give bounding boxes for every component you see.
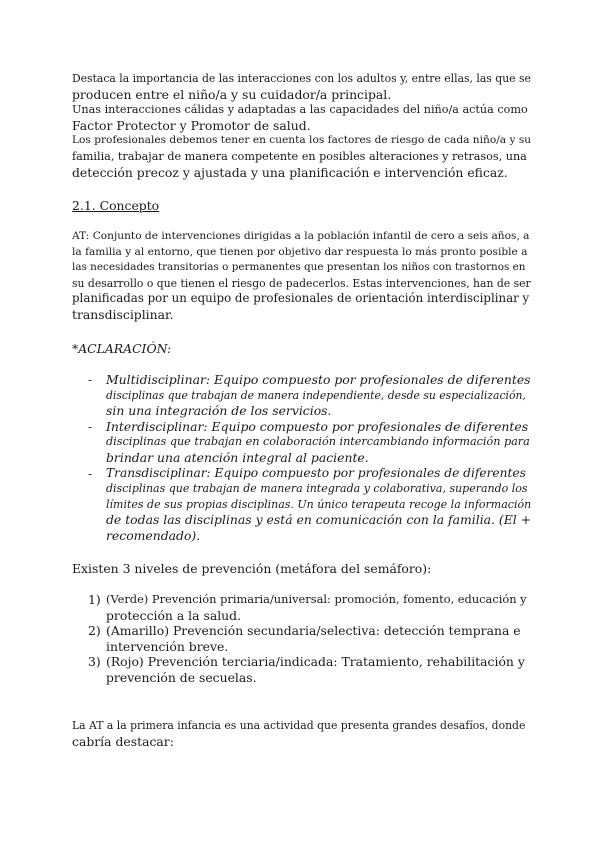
list-item bbox=[72, 419, 532, 466]
section-heading: 2.1. Concepto bbox=[72, 198, 160, 213]
text-line: planificadas por un equipo de profesionales de orientación interdisciplinar y bbox=[72, 291, 530, 306]
text-line: Los profesionales debemos tener en cuenta los factores de riesgo de cada niño/a y su bbox=[72, 134, 532, 147]
text-line: recomendado). bbox=[106, 527, 201, 543]
text-line: transdisciplinar. bbox=[72, 306, 174, 322]
bullet-marker: - bbox=[88, 418, 93, 434]
text-line: de todas las disciplinas y está en comunicación con la familia. (El + bbox=[106, 512, 532, 528]
text-line: Factor Protector y Promotor de salud. bbox=[72, 117, 311, 133]
text-line: (Amarillo) Prevención secundaria/selectiva: detección temprana e bbox=[106, 623, 521, 639]
list-item bbox=[72, 372, 532, 419]
text-line: Multidisciplinar: Equipo compuesto por profesionales de diferentes bbox=[106, 372, 531, 387]
text-line: prevención de secuelas. bbox=[106, 669, 257, 685]
list-item bbox=[72, 466, 532, 544]
clarification-title-block bbox=[72, 341, 532, 357]
text-line: disciplinas que trabajan de manera independiente, desde su especialización, bbox=[106, 388, 526, 402]
text-line: la familia y al entorno, que tienen por objetivo dar respuesta lo más pronto posible a bbox=[72, 245, 528, 258]
text-line: familia, trabajar de manera competente en posibles alteraciones y retrasos, una bbox=[72, 149, 527, 163]
prevention-intro-block bbox=[72, 561, 532, 577]
clarification-list bbox=[72, 372, 532, 544]
list-item bbox=[72, 623, 532, 654]
text-line: detección precoz y ajustada y una planificación e intervención eficaz. bbox=[72, 164, 508, 180]
text-line: La AT a la primera infancia es una actividad que presenta grandes desafíos, donde bbox=[72, 719, 526, 732]
closing-paragraph bbox=[72, 718, 532, 749]
prevention-intro: Existen 3 niveles de prevención (metáfora del semáforo): bbox=[72, 561, 432, 576]
text-line: cabría destacar: bbox=[72, 733, 174, 749]
text-line: límites de sus propias disciplinas. Un único terapeuta recoge la información bbox=[106, 497, 532, 511]
text-line: intervención breve. bbox=[106, 638, 229, 654]
bullet-marker: - bbox=[88, 372, 93, 387]
text-line: disciplinas que trabajan de manera integrada y colaborativa, superando los bbox=[106, 482, 528, 496]
text-line: Unas interacciones cálidas y adaptadas a las capacidades del niño/a actúa como bbox=[72, 103, 528, 117]
bullet-marker: - bbox=[88, 465, 93, 481]
section-heading-block bbox=[72, 198, 532, 214]
text-line: su desarrollo o que tienen el riesgo de padecerlos. Estas intervenciones, han de ser bbox=[72, 276, 531, 290]
text-line: disciplinas que trabajan en colaboración intercambiando información para bbox=[106, 435, 530, 449]
clarification-title: *ACLARACIÓN: bbox=[72, 341, 172, 356]
text-line: AT: Conjunto de intervenciones dirigidas a la población infantil de cero a seis años, a bbox=[72, 230, 530, 242]
text-line: las necesidades transitorias o permanentes que presentan los niños con trastornos en bbox=[72, 261, 526, 274]
text-line: producen entre el niño/a y su cuidador/a principal. bbox=[72, 86, 392, 102]
text-line: Interdisciplinar: Equipo compuesto por profesionales de diferentes bbox=[106, 418, 529, 434]
list-number: 3) bbox=[88, 654, 101, 670]
list-item bbox=[72, 654, 532, 685]
text-line: brindar una atención integral al paciente. bbox=[106, 449, 369, 465]
definition-paragraph bbox=[72, 229, 532, 323]
text-line: Transdisciplinar: Equipo compuesto por profesionales de diferentes bbox=[106, 465, 526, 480]
text-line: (Verde) Prevención primaria/universal: promoción, fomento, educación y bbox=[106, 592, 527, 606]
prevention-list bbox=[72, 592, 532, 686]
text-line: sin una integración de los servicios. bbox=[106, 403, 332, 419]
list-number: 2) bbox=[88, 623, 101, 639]
text-line: (Rojo) Prevención terciaria/indicada: Tratamiento, rehabilitación y bbox=[106, 654, 525, 670]
list-item bbox=[72, 592, 532, 623]
list-number: 1) bbox=[88, 592, 101, 607]
text-line: protección a la salud. bbox=[106, 607, 242, 623]
text-line: Destaca la importancia de las interacciones con los adultos y, entre ellas, las que se bbox=[72, 72, 531, 85]
intro-paragraph bbox=[72, 71, 532, 180]
